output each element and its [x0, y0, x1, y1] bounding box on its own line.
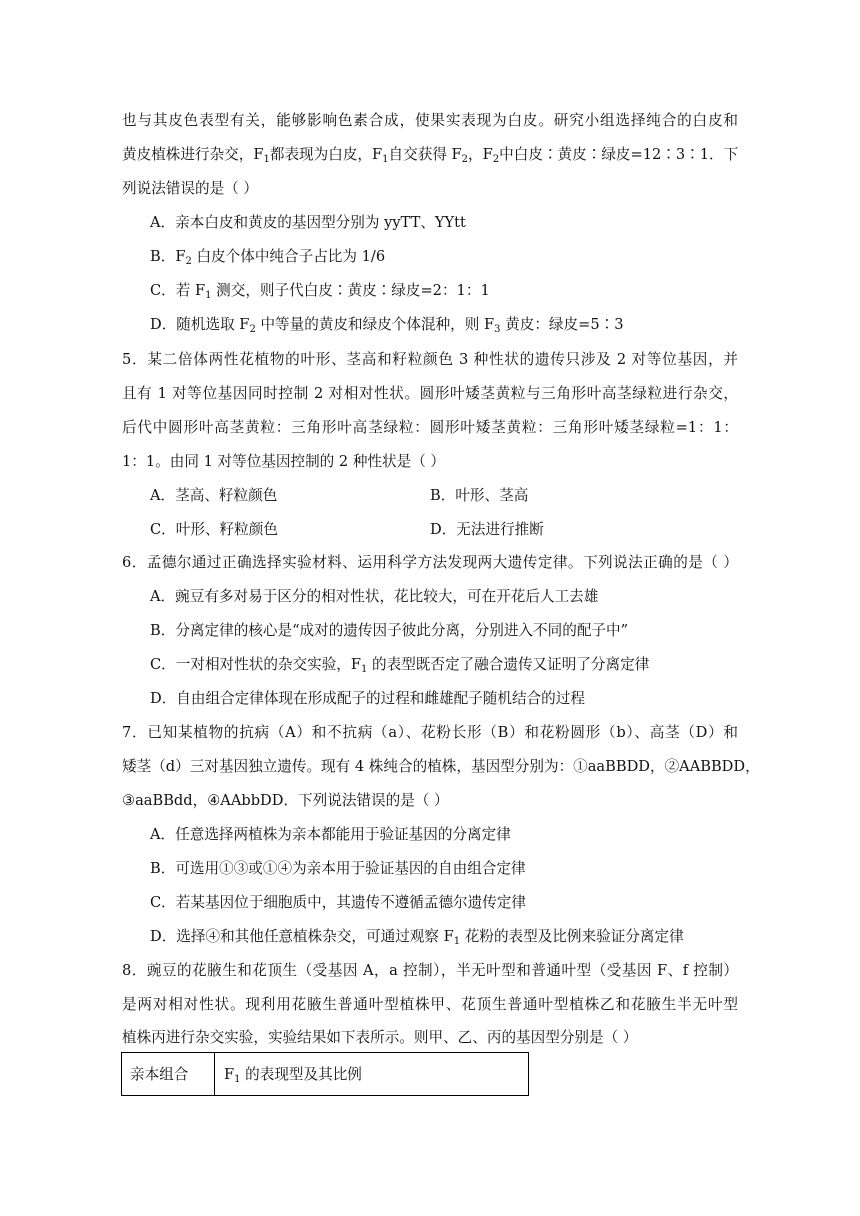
q4-stem-line-2: 黄皮植株进行杂交，$F_1$都表现为白皮，$F_1$自交获得 $F_2$，$F_2$中白皮∶黄皮∶绿皮=12∶3∶1．下 [122, 146, 739, 165]
q5-option-d: D．无法进行推断 [430, 521, 544, 538]
q4-option-b: B．$F_2$ 白皮个体中纯合子占比为 1/6 [150, 248, 386, 267]
q4-stem-line-3: 列说法错误的是（ ） [122, 180, 258, 197]
q5-stem-line-1: 5．某二倍体两性花植物的叶形、茎高和籽粒颜色 3 种性状的遗传只涉及 2 对等位基因，并 [122, 351, 738, 368]
q7-option-c: C．若某基因位于细胞质中，其遗传不遵循孟德尔遗传定律 [150, 894, 527, 911]
q6-option-c: C．一对相对性状的杂交实验，$F_1$ 的表型既否定了融合遗传又证明了分离定律 [150, 656, 650, 675]
q4-option-c: C．若 $F_1$ 测交，则子代白皮∶黄皮∶绿皮=2：1：1 [150, 282, 490, 301]
table-header-f1-phenotype: $F_1$ 的表现型及其比例 [224, 1066, 362, 1085]
q4-stem-line-1: 也与其皮色表型有关，能够影响色素合成，使果实表现为白皮。研究小组选择纯合的白皮和 [122, 112, 738, 129]
q7-stem-line-2: 矮茎（d）三对基因独立遗传。现有 4 株纯合的植株，基因型分别为：①aaBBDD，②AABBDD， [122, 758, 760, 775]
q7-option-a: A．任意选择两植株为亲本都能用于验证基因的分离定律 [150, 826, 511, 843]
q5-option-c: C．叶形、籽粒颜色 [150, 521, 278, 538]
table-header-parent-cross: 亲本组合 [130, 1066, 189, 1083]
q4-option-d: D．随机选取 $F_2$ 中等量的黄皮和绿皮个体混种，则 $F_3$ 黄皮：绿皮=5∶3 [150, 316, 624, 335]
q4-option-a: A．亲本白皮和黄皮的基因型分别为 yyTT、YYtt [150, 214, 466, 231]
table-column-divider [214, 1053, 215, 1095]
q7-option-b: B．可选用①③或①④为亲本用于验证基因的自由组合定律 [150, 860, 526, 877]
q5-option-a: A．茎高、籽粒颜色 [150, 487, 278, 504]
q8-stem-line-2: 是两对相对性状。现利用花腋生普通叶型植株甲、花顶生普通叶型植株乙和花腋生半无叶型 [122, 996, 738, 1013]
q8-stem-line-1: 8．豌豆的花腋生和花顶生（受基因 A，a 控制），半无叶型和普通叶型（受基因 F、f 控制） [122, 962, 738, 979]
q5-stem-line-3: 后代中圆形叶高茎黄粒：三角形叶高茎绿粒：圆形叶矮茎黄粒：三角形叶矮茎绿粒=1：1： [122, 419, 738, 436]
q5-stem-line-4: 1：1。由同 1 对等位基因控制的 2 种性状是（ ） [122, 453, 446, 470]
q8-results-table [121, 1052, 529, 1096]
q6-option-a: A．豌豆有多对易于区分的相对性状，花比较大，可在开花后人工去雄 [150, 588, 599, 605]
q6-option-b: B．分离定律的核心是“成对的遗传因子彼此分离，分别进入不同的配子中” [150, 622, 629, 639]
q6-stem: 6．孟德尔通过正确选择实验材料、运用科学方法发现两大遗传定律。下列说法正确的是（ ） [122, 554, 738, 571]
q6-option-d: D．自由组合定律体现在形成配子的过程和雌雄配子随机结合的过程 [150, 690, 585, 707]
q7-stem-line-1: 7．已知某植物的抗病（A）和不抗病（a）、花粉长形（B）和花粉圆形（b）、高茎（D）和 [122, 724, 738, 741]
q8-stem-line-3: 植株丙进行杂交实验，实验结果如下表所示。则甲、乙、丙的基因型分别是（ ） [122, 1029, 638, 1046]
q7-stem-line-3: ③aaBBdd，④AAbbDD．下列说法错误的是（ ） [122, 792, 449, 809]
q5-option-b: B．叶形、茎高 [430, 487, 529, 504]
q5-stem-line-2: 且有 1 对等位基因同时控制 2 对相对性状。圆形叶矮茎黄粒与三角形叶高茎绿粒进行杂交， [122, 385, 738, 402]
q7-option-d: D．选择④和其他任意植株杂交，可通过观察 $F_1$ 花粉的表型及比例来验证分离定律 [150, 928, 684, 947]
